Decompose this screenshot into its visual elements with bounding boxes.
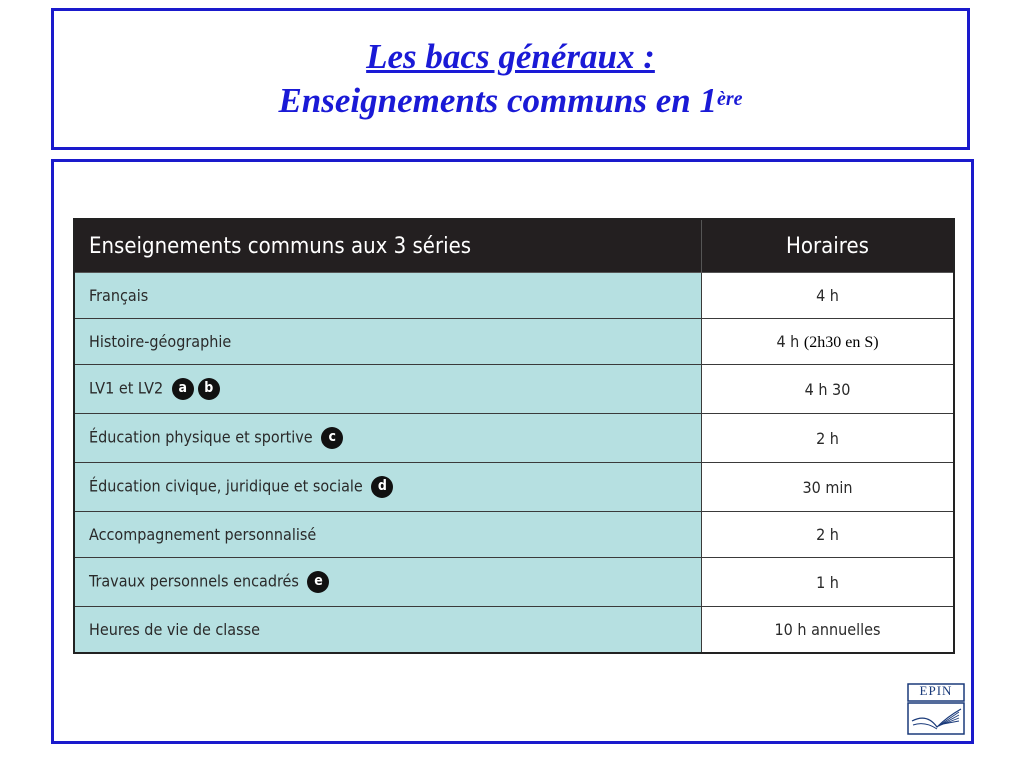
slide-title: Les bacs généraux : [366,37,655,76]
row-name-text: Heures de vie de classe [89,620,260,639]
table-row [74,512,954,558]
table-row [74,463,954,512]
row-name [74,319,702,365]
title-box [51,8,970,150]
row-name [74,414,702,463]
row-hours: 1 h [702,558,955,607]
row-name [74,558,702,607]
table-row [74,319,954,365]
row-hours: 2 h [702,512,955,558]
row-name-text: Travaux personnels encadrés [89,571,299,591]
epin-logo [907,683,965,735]
row-name [74,607,702,654]
row-name-text: Histoire-géographie [89,332,232,351]
note-badge: a [172,378,194,400]
row-name [74,273,702,319]
row-name-text: Accompagnement personnalisé [89,525,317,544]
row-hours: 4 h 30 [702,365,955,414]
row-name [74,512,702,558]
row-name-text: LV1 et LV2 [89,378,164,398]
table-header-row [74,219,954,273]
table-row [74,414,954,463]
epin-logo-text: EPIN [919,683,953,698]
header-hours: Horaires [702,219,955,273]
courses-table [73,218,955,654]
slide-subtitle-sup: ère [717,88,743,110]
note-badge: e [307,571,329,593]
row-name [74,365,702,414]
row-hours: 2 h [702,414,955,463]
note-badge: d [371,476,393,498]
row-hours-text: 4 h [776,331,800,351]
row-hours-extra: (2h30 en S) [803,333,879,351]
note-badge: b [198,378,220,400]
row-name-text: Éducation physique et sportive [89,427,313,447]
note-badge: c [321,427,343,449]
header-name: Enseignements communs aux 3 séries [74,219,702,273]
row-name-text: Français [89,286,149,305]
table-row [74,273,954,319]
row-hours: 30 min [702,463,955,512]
table-row [74,607,954,654]
row-name-text: Éducation civique, juridique et sociale [89,476,363,496]
row-hours: 4 h [702,273,955,319]
slide-subtitle [278,79,742,123]
row-hours: 10 h annuelles [702,607,955,654]
slide-subtitle-text: Enseignements communs en 1 [278,81,717,120]
row-name [74,463,702,512]
table-row [74,558,954,607]
table-row [74,365,954,414]
row-hours [702,319,955,365]
